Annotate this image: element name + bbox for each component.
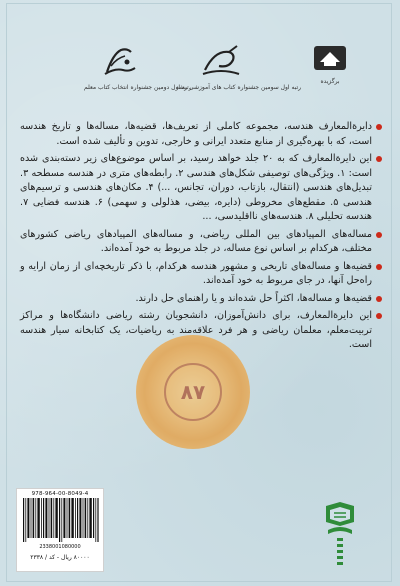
award-caption: رتبه اول سومین جشنواره کتاب های آموزشی رشد: [176, 84, 302, 91]
award-logos: [0, 44, 400, 108]
list-item: دایرة‌المعارف هندسه، مجموعه کاملی از تعریف‌ها، قضیه‌ها، مساله‌ها و تاریخ هندسه است، که با بهره‌گیری از منابع متعدد ایرانی و خارجی، تدوین و تألیف شده است.: [20, 120, 382, 149]
isbn-label: 978-964-00-8049-4: [31, 491, 89, 497]
barcode-block: [16, 488, 104, 572]
barcode-number: 2338001080000: [39, 544, 81, 550]
list-item: مساله‌های المپیادهای بین المللی ریاضی، و مساله‌های المپیادهای ریاضی کشورهای مختلف، هرکدام بر اساس نوع مساله، در جلد مربوط به خود آمده‌اند.: [20, 228, 382, 257]
list-item: قضیه‌ها و مساله‌ها، اکثراً حل شده‌اند و یا راهنمای حل دارند.: [20, 292, 382, 307]
list-item: این دایرة‌المعارف که به ۲۰ جلد خواهد رسید، بر اساس موضوع‌های زیر دسته‌بندی شده است: ۱. ویژگی‌های توصیفی شکل‌های هندسی ۲. رابطه‌های متری در هندسه مسطحه ۳. تبدیل‌های هندسی (انتقال، بازتاب، دوران، تجانس، ...) ۴. مکان‌های هندسی و ترسیم‌های هندسی ۵. مقطع‌های مخروطی (دایره، بیضی، هذلولی و سهمی) ۶. هندسه فضایی ۷. هندسه تحلیلی ۸. هندسه‌های نااقلیدسی، ...: [20, 152, 382, 225]
book-shield-logo-icon: [312, 44, 348, 72]
barcode-icon: [23, 498, 99, 542]
list-item: قضیه‌ها و مساله‌های تاریخی و مشهور هندسه هرکدام، با ذکر تاریخچه‌ای از زمان ارایه و راه‌حل آنها، در جای مربوط به خود آمده‌اند.: [20, 260, 382, 289]
award-caption: رتبه اول دومین جشنواره انتخاب کتاب معلم: [84, 84, 192, 91]
seal-number: ۸۷: [164, 363, 222, 421]
publisher-logo: [318, 500, 362, 572]
list-item: این دایرة‌المعارف، برای دانش‌آموزان، دانشجویان رشته ریاضی دانشگاه‌ها و مراکز تربیت‌معلم، معلمان ریاضی و هر فرد علاقه‌مند به ریاضیات، یک کتابخانه سیار هندسه است.: [20, 309, 382, 353]
book-pen-logo-icon: [101, 44, 137, 78]
award-logo-roshd: [176, 44, 302, 91]
publisher-logo-icon: [318, 500, 362, 572]
price-label: ۸۰۰۰۰ ریال - کد / ۲۳۳۸: [30, 554, 90, 561]
description-list: [20, 120, 382, 356]
award-logo-teacher-book: [84, 44, 192, 91]
award-caption: برگزیده: [320, 78, 340, 85]
pen-wave-logo-icon: [199, 44, 243, 78]
award-logo-selected: [300, 44, 360, 85]
